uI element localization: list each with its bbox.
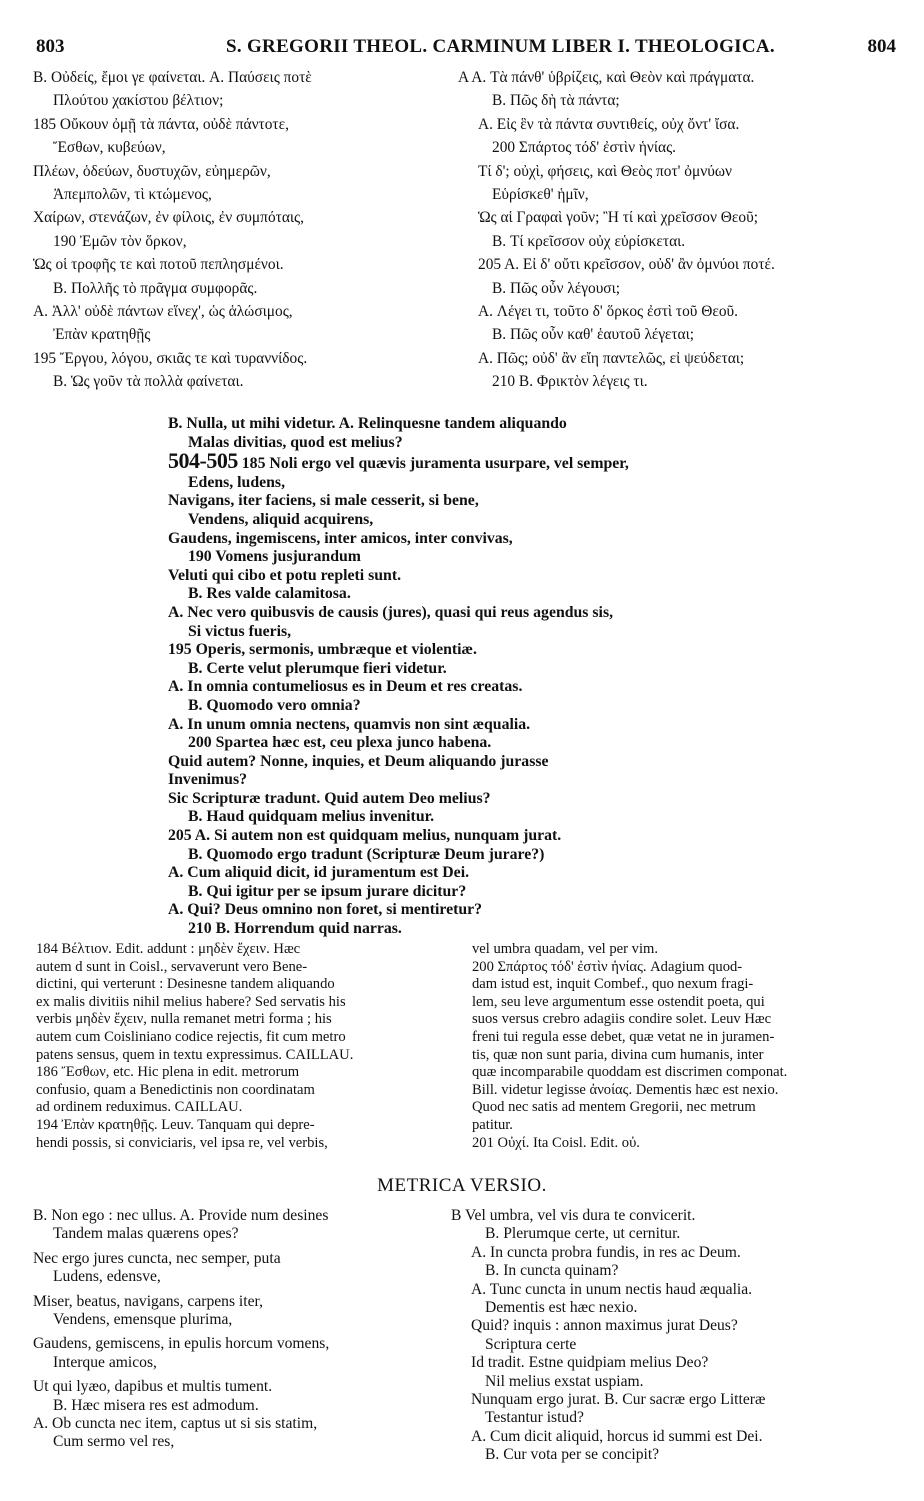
footnote-line: Quod nec satis ad mentem Gregorii, nec metrum — [472, 1099, 756, 1116]
verse-line: A. In cuncta probra fundis, in res ac Deum. — [471, 1243, 741, 1261]
greek-line: 185 Οὔκουν ὀμῇ τὰ πάντα, οὐδὲ πάντοτε, — [33, 115, 289, 133]
verse-line: B. Plerumque certe, ut cernitur. — [485, 1225, 681, 1243]
verse-line: Cum sermo vel res, — [53, 1433, 175, 1451]
greek-text-left-column — [33, 66, 463, 394]
verse-line: Vendens, emensque plurima, — [53, 1311, 233, 1329]
column-marker: 504-505 — [168, 448, 238, 474]
verse-line: Gaudens, gemiscens, in epulis horcum vomens, — [33, 1335, 330, 1353]
greek-line: B. Πῶς οὖν λέγουσι; — [492, 279, 621, 297]
latin-line: Navigans, iter faciens, si male cesserit, si bene, — [168, 492, 479, 510]
verse-line: B. Non ego : nec ullus. A. Provide num desines — [33, 1207, 329, 1224]
greek-line: Τί δ'; οὐχὶ, φήσεις, καὶ Θεὸς ποτ' ὀμνύων — [478, 162, 732, 180]
verse-line: A. Ob cuncta nec item, captus ut si sis statim, — [33, 1415, 318, 1433]
latin-line: B. Nulla, ut mihi videtur. A. Relinquesne tandem aliquando — [168, 415, 567, 432]
metrica-versio-right-column — [451, 1207, 901, 1465]
verse-line: Quid? inquis : annon maximus jurat Deus? — [471, 1317, 738, 1335]
greek-line: Ἐπὰν κρατηθῇς — [53, 326, 151, 344]
footnote-line: suos versus crebro adagiis condire solet. Leuv Hæc — [472, 1011, 772, 1028]
latin-line: Sic Scripturæ tradunt. Quid autem Deo melius? — [168, 789, 491, 807]
latin-line: Edens, ludens, — [188, 473, 286, 491]
verse-line: Nunquam ergo jurat. B. Cur sacræ ergo Litteræ — [471, 1391, 766, 1409]
latin-line: A. In omnia contumeliosus es in Deum et res creatas. — [168, 678, 523, 696]
footnote-line: Bill. videtur legisse ἀνοίας. Dementis hæc est nexio. — [472, 1081, 779, 1098]
footnote-line: dictini, qui verterunt : Desinesne tandem aliquando — [36, 976, 335, 993]
footnotes-right-column — [472, 941, 886, 1152]
verse-line: Dementis est hæc nexio. — [485, 1299, 638, 1317]
footnote-line: freni tui regula esse debet, quæ vetat ne in juramen- — [472, 1028, 775, 1045]
verse-line: B. Cur vota per se concipit? — [485, 1446, 660, 1464]
greek-line: Ὡς οἱ τροφῆς τε καὶ ποτοῦ πεπλησμένοι. — [33, 256, 284, 274]
greek-line: B. Τί κρεῖσσον οὐχ εὑρίσκεται. — [492, 232, 686, 250]
footnote-line: confusio, quam a Benedictinis non coordinatam — [36, 1081, 315, 1098]
greek-line: A A. Τὰ πάνθ' ὑβρίζεις, καὶ Θεὸν καὶ πράγματα. — [458, 69, 755, 86]
greek-line: Εὑρίσκεθ' ἡμῖν, — [492, 186, 589, 204]
greek-text-right-column — [458, 66, 908, 394]
footnote-line: 186 Ἔσθων, etc. Hic plena in edit. metrorum — [36, 1064, 300, 1081]
verse-line: Testantur istud? — [485, 1409, 584, 1427]
greek-line: Ὡς αἱ Γραφαὶ γοῦν; Ἢ τί καὶ χρεῖσσον Θεοῦ; — [478, 209, 758, 227]
greek-line: 205 A. Εἰ δ' οὔτι κρεῖσσον, οὐδ' ἂν ὀμνύοι ποτέ. — [478, 256, 775, 274]
footnote-line: hendi possis, si conviciaris, vel ipsa re, vel verbis, — [36, 1134, 328, 1151]
latin-translation — [168, 415, 768, 939]
page-number-right: 804 — [867, 36, 896, 57]
verse-line: Ut qui lyæo, dapibus et multis tument. — [33, 1378, 273, 1396]
latin-line: Invenimus? — [168, 771, 248, 789]
section-heading: METRICA VERSIO. — [377, 1175, 547, 1196]
latin-line: Vendens, aliquid acquirens, — [188, 510, 374, 528]
footnote-line: 201 Οὐχί. Ita Coisl. Edit. οὐ. — [472, 1134, 640, 1151]
verse-line: Miser, beatus, navigans, carpens iter, — [33, 1292, 263, 1310]
latin-line: A. Nec vero quibusvis de causis (jures), quasi qui reus agendus sis, — [168, 603, 614, 621]
greek-line: 190 Ἐμῶν τὸν ὅρκον, — [53, 232, 187, 250]
latin-line: A. Cum aliquid dicit, id juramentum est Dei. — [168, 864, 470, 882]
verse-line: B. In cuncta quinam? — [485, 1262, 619, 1280]
latin-line: Si victus fueris, — [188, 622, 292, 640]
verse-line: Nec ergo jures cuncta, nec semper, puta — [33, 1249, 281, 1267]
latin-line: Veluti qui cibo et potu repleti sunt. — [168, 566, 402, 584]
verse-line: A. Tunc cuncta in unum nectis haud æqualia. — [471, 1280, 753, 1298]
verse-line: Tandem malas quærens opes? — [53, 1225, 239, 1243]
greek-line: Χαίρων, στενάζων, ἐν φίλοις, ἐν συμπόταις, — [33, 209, 304, 227]
verse-line: Nil melius exstat uspiam. — [485, 1372, 644, 1390]
greek-line: 200 Σπάρτος τόδ' ἐστὶν ἡνίας. — [492, 139, 677, 157]
latin-line: B. Haud quidquam melius invenitur. — [188, 808, 435, 826]
greek-line: Ἔσθων, κυβεύων, — [53, 139, 166, 157]
latin-line: 190 Vomens jusjurandum — [188, 548, 361, 566]
verse-line: Ludens, edensve, — [53, 1268, 161, 1286]
latin-line: A. Qui? Deus omnino non foret, si mentiretur? — [168, 901, 483, 919]
footnote-line: verbis μηδὲν ἔχειν, nulla remanet metri forma ; his — [36, 1011, 332, 1028]
verse-line: B. Hæc misera res est admodum. — [53, 1396, 259, 1414]
greek-line: A. Ἀλλ' οὐδὲ πάντων εἵνεχ', ὡς ἁλώσιμος, — [33, 303, 293, 321]
latin-line: A. In unum omnia nectens, quamvis non sint æqualia. — [168, 715, 531, 733]
greek-line: Πλούτου χακίστου βέλτιον; — [53, 92, 224, 110]
greek-line: 210 B. Φρικτὸν λέγεις τι. — [492, 373, 648, 391]
footnote-line: patitur. — [472, 1116, 513, 1133]
latin-line: Malas divitias, quod est melius? — [188, 433, 403, 451]
latin-line: 200 Spartea hæc est, ceu plexa junco habena. — [188, 734, 492, 752]
greek-line: A. Εἰς ἓν τὰ πάντα συντιθείς, οὐχ ὄντ' ἴσα. — [478, 115, 740, 133]
footnote-line: tis, quæ non sunt paria, divina cum humanis, inter — [472, 1046, 764, 1063]
greek-line: 195 Ἔργου, λόγου, σκιᾶς τε καὶ τυραννίδος. — [33, 349, 308, 367]
greek-line: B. Ὡς γοῦν τὰ πολλὰ φαίνεται. — [53, 373, 244, 391]
latin-line: B. Quomodo ergo tradunt (Scripturæ Deum jurare?) — [188, 845, 545, 863]
verse-line: A. Cum dicit aliquid, horcus id summi est Dei. — [471, 1427, 763, 1445]
latin-line: Gaudens, ingemiscens, inter amicos, inter convivas, — [168, 529, 513, 547]
footnote-line: dam istud est, inquit Combef., quo nexum fragi- — [472, 976, 754, 993]
latin-line: Quid autem? Nonne, inquies, et Deum aliquando jurasse — [168, 752, 549, 770]
footnote-line: 200 Σπάρτος τόδ' ἐστὶν ἡνίας. Adagium quod- — [472, 958, 743, 975]
footnote-line: ad ordinem reduximus. CAILLAU. — [36, 1099, 243, 1116]
page-number-left: 803 — [36, 36, 65, 57]
greek-line: B. Πῶς δὴ τὰ πάντα; — [492, 92, 620, 110]
verse-line: B Vel umbra, vel vis dura te convicerit. — [451, 1207, 696, 1224]
footnote-line: lem, seu leve argumentum esse ostendit poeta, qui — [472, 993, 765, 1010]
footnote-line: 194 Ἐπὰν κρατηθῇς. Leuv. Tanquam qui depre- — [36, 1116, 315, 1133]
running-header — [36, 36, 896, 60]
latin-line: 195 Operis, sermonis, umbræque et violentiæ. — [168, 641, 477, 659]
greek-line: B. Πῶς οὖν καθ' ἑαυτοῦ λέγεται; — [492, 326, 695, 344]
verse-line: Id tradit. Estne quidpiam melius Deo? — [471, 1354, 709, 1372]
latin-line: 185 Noli ergo vel quævis juramenta usurpare, vel semper, — [241, 455, 629, 473]
verse-line: Interque amicos, — [53, 1353, 157, 1371]
footnote-line: ex malis divitiis nihil melius habere? Sed servatis his — [36, 993, 346, 1010]
greek-line: A. Πῶς; οὐδ' ἂν εἴη παντελῶς, εἰ ψεύδεται; — [478, 349, 745, 367]
verse-line: Scriptura certe — [485, 1335, 577, 1353]
greek-line: Ἀπεμπολῶν, τὶ κτώμενος, — [53, 186, 212, 204]
latin-line-with-marker — [168, 448, 768, 474]
footnotes-left-column — [36, 941, 454, 1152]
footnote-line: patens sensus, quem in textu expressimus. CAILLAU. — [36, 1046, 354, 1063]
metrica-versio-left-column — [33, 1207, 453, 1452]
latin-line: B. Quomodo vero omnia? — [188, 696, 361, 714]
footnote-line: vel umbra quadam, vel per vim. — [472, 941, 659, 957]
latin-line: 210 B. Horrendum quid narras. — [188, 920, 402, 938]
greek-line: A. Λέγει τι, τοῦτο δ' ὅρκος ἐστὶ τοῦ Θεοῦ. — [478, 303, 738, 321]
greek-line: Πλέων, ὁδεύων, δυστυχῶν, εὐημερῶν, — [33, 162, 271, 180]
latin-line: B. Res valde calamitosa. — [188, 585, 351, 603]
greek-line: B. Πολλῆς τὸ πρᾶγμα συμφορᾶς. — [53, 279, 258, 297]
latin-line: B. Certe velut plerumque fieri videtur. — [188, 659, 447, 677]
latin-line: B. Qui igitur per se ipsum jurare dicitur? — [188, 882, 467, 900]
footnote-line: quæ incomparabile quoddam est discrimen componat. — [472, 1064, 788, 1081]
footnote-line: autem d sunt in Coisl., servaverunt vero Bene- — [36, 958, 308, 975]
footnote-line: 184 Βέλτιον. Edit. addunt : μηδὲν ἔχειν. Hæc — [36, 941, 301, 957]
footnote-line: autem cum Coisliniano codice rejectis, fit cum metro — [36, 1028, 346, 1045]
latin-line: 205 A. Si autem non est quidquam melius, nunquam jurat. — [168, 827, 562, 845]
greek-line: B. Οὐδείς, ἔμοι γε φαίνεται. A. Παύσεις ποτὲ — [33, 69, 312, 86]
running-title: S. GREGORII THEOL. CARMINUM LIBER I. THEOLOGICA. — [226, 36, 775, 57]
